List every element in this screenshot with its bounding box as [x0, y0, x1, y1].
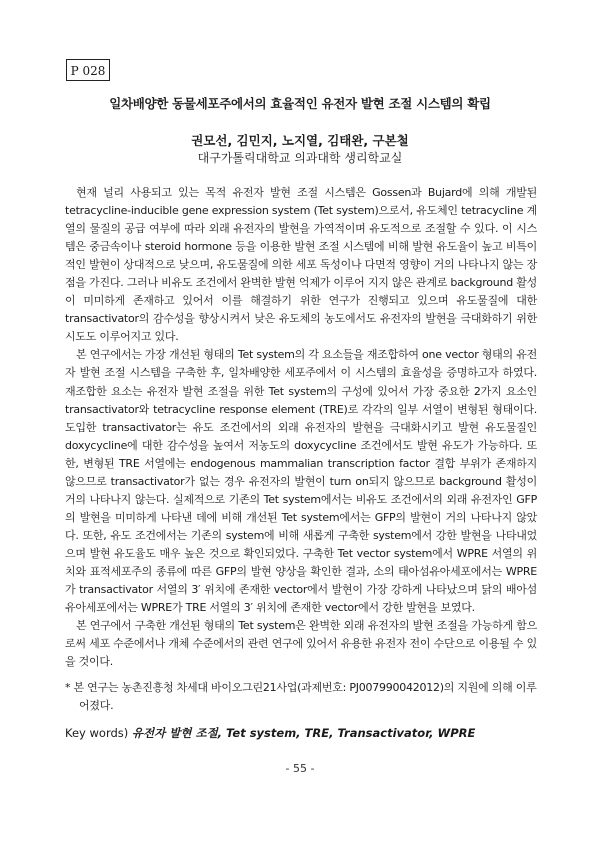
paragraph-1: 현재 널리 사용되고 있는 목적 유전자 발현 조절 시스템은 Gossen과 Bujard에 의해 개발된 tetracycline-inducible gene expression system (Tet system)으로서, 유도체인 tetracycline 계열의 물질의 공급 여부에 따라 외래 유전자의 발현을 가역적이며 유도적으로 조절할 수 있다. 이 시스템은 중금속이나 steroid hormone 등을 이용한 발현 조절 시스템에 비해 발현 유도율이 높고 비특이적인 발현이 상대적으로 낮으며, 유도물질에 의한 세포 독성이나 다면적 영향이 거의 나타나지 않는 장점을 가진다. 그러나 비유도 조건에서 완벽한 발현 억제가 이루어 지지 않은 관계로 background 활성이 미미하게 존재하고 있어서 이를 해결하기 위한 연구가 진행되고 있으며 유도물질에 대한 transactivator의 감수성을 향상시켜서 낮은 유도체의 농도에서도 유전자의 발현을 극대화하기 위한 시도도 이루어지고 있다.: [65, 186, 537, 344]
abstract-body: [65, 184, 537, 671]
funding-footnote: * 본 연구는 농촌진흥청 차세대 바이오그린21사업(과제번호: PJ007990042012)의 지원에 의해 이루어졌다.: [65, 681, 537, 712]
author-list: 권모선, 김민지, 노지열, 김태완, 구본철: [191, 133, 409, 148]
paragraph-3: 본 연구에서 구축한 개선된 형태의 Tet system은 완벽한 외래 유전자의 발현 조절을 가능하게 함으로써 세포 수준에서나 개체 수준에서의 관련 연구에 있어서 유용한 유전자 전이 수단으로 이용될 수 있을 것이다.: [65, 619, 537, 669]
abstract-code-box: P 028: [66, 59, 110, 81]
keywords-label: Key words): [65, 726, 129, 740]
page-number: - 55 -: [285, 762, 315, 775]
abstract-title: 일차배양한 동물세포주에서의 효율적인 유전자 발현 조절 시스템의 확립: [109, 96, 491, 111]
affiliation: 대구가톨릭대학교 의과대학 생리학교실: [197, 151, 403, 165]
keywords-line: [65, 724, 537, 742]
keywords-terms: 유전자 발현 조절, Tet system, TRE, Transactivator, WPRE: [131, 726, 476, 740]
paragraph-2: 본 연구에서는 가장 개선된 형태의 Tet system의 각 요소들을 재조합하여 one vector 형태의 유전자 발현 조절 시스템을 구축한 후, 일차배양한 세포주에서 이 시스템의 효율성을 증명하고자 하였다. 재조합한 요소는 유전자 발현 조절을 위한 Tet system의 구성에 있어서 가장 중요한 2가지 요소인 transactivator와 tetracycline response element (TRE)로 각각의 일부 서열이 변형된 형태이다. 도입한 transactivator는 유도 조건에서의 외래 유전자의 발현을 극대화시키고 발현 유도물질인 doxycycline에 대한 감수성을 높여서 저농도의 doxycycline 조건에서도 발현 유도가 가능하다. 또한, 변형된 TRE 서열에는 endogenous mammalian transcription factor 결합 부위가 존재하지 않으므로 transactivator가 없는 경우 유전자의 발현이 turn on되지 않으므로 background 활성이 거의 나타나지 않는다. 실제적으로 기존의 Tet system에서는 비유도 조건에서의 외래 유전자인 GFP의 발현을 미미하게 나타낸 데에 비해 개선된 Tet system에서는 GFP의 발현이 거의 나타나지 않았다. 또한, 유도 조건에서는 기존의 system에 비해 새롭게 구축한 system에서 강한 발현을 나타내었으며 발현 유도율도 매우 높은 것으로 확인되었다. 구축한 Tet vector system에서 WPRE 서열의 위치와 표적세포주의 종류에 따른 GFP의 발현 양상을 확인한 결과, 소의 태아섬유아세포에서는 WPRE가 transactivator 서열의 3′ 위치에 존재한 vector에서 발현이 가장 강하게 나타났으며 닭의 배아섬유아세포에서는 WPRE가 TRE 서열의 3′ 위치에 존재한 vector에서 강한 발현을 보였다.: [65, 348, 537, 615]
